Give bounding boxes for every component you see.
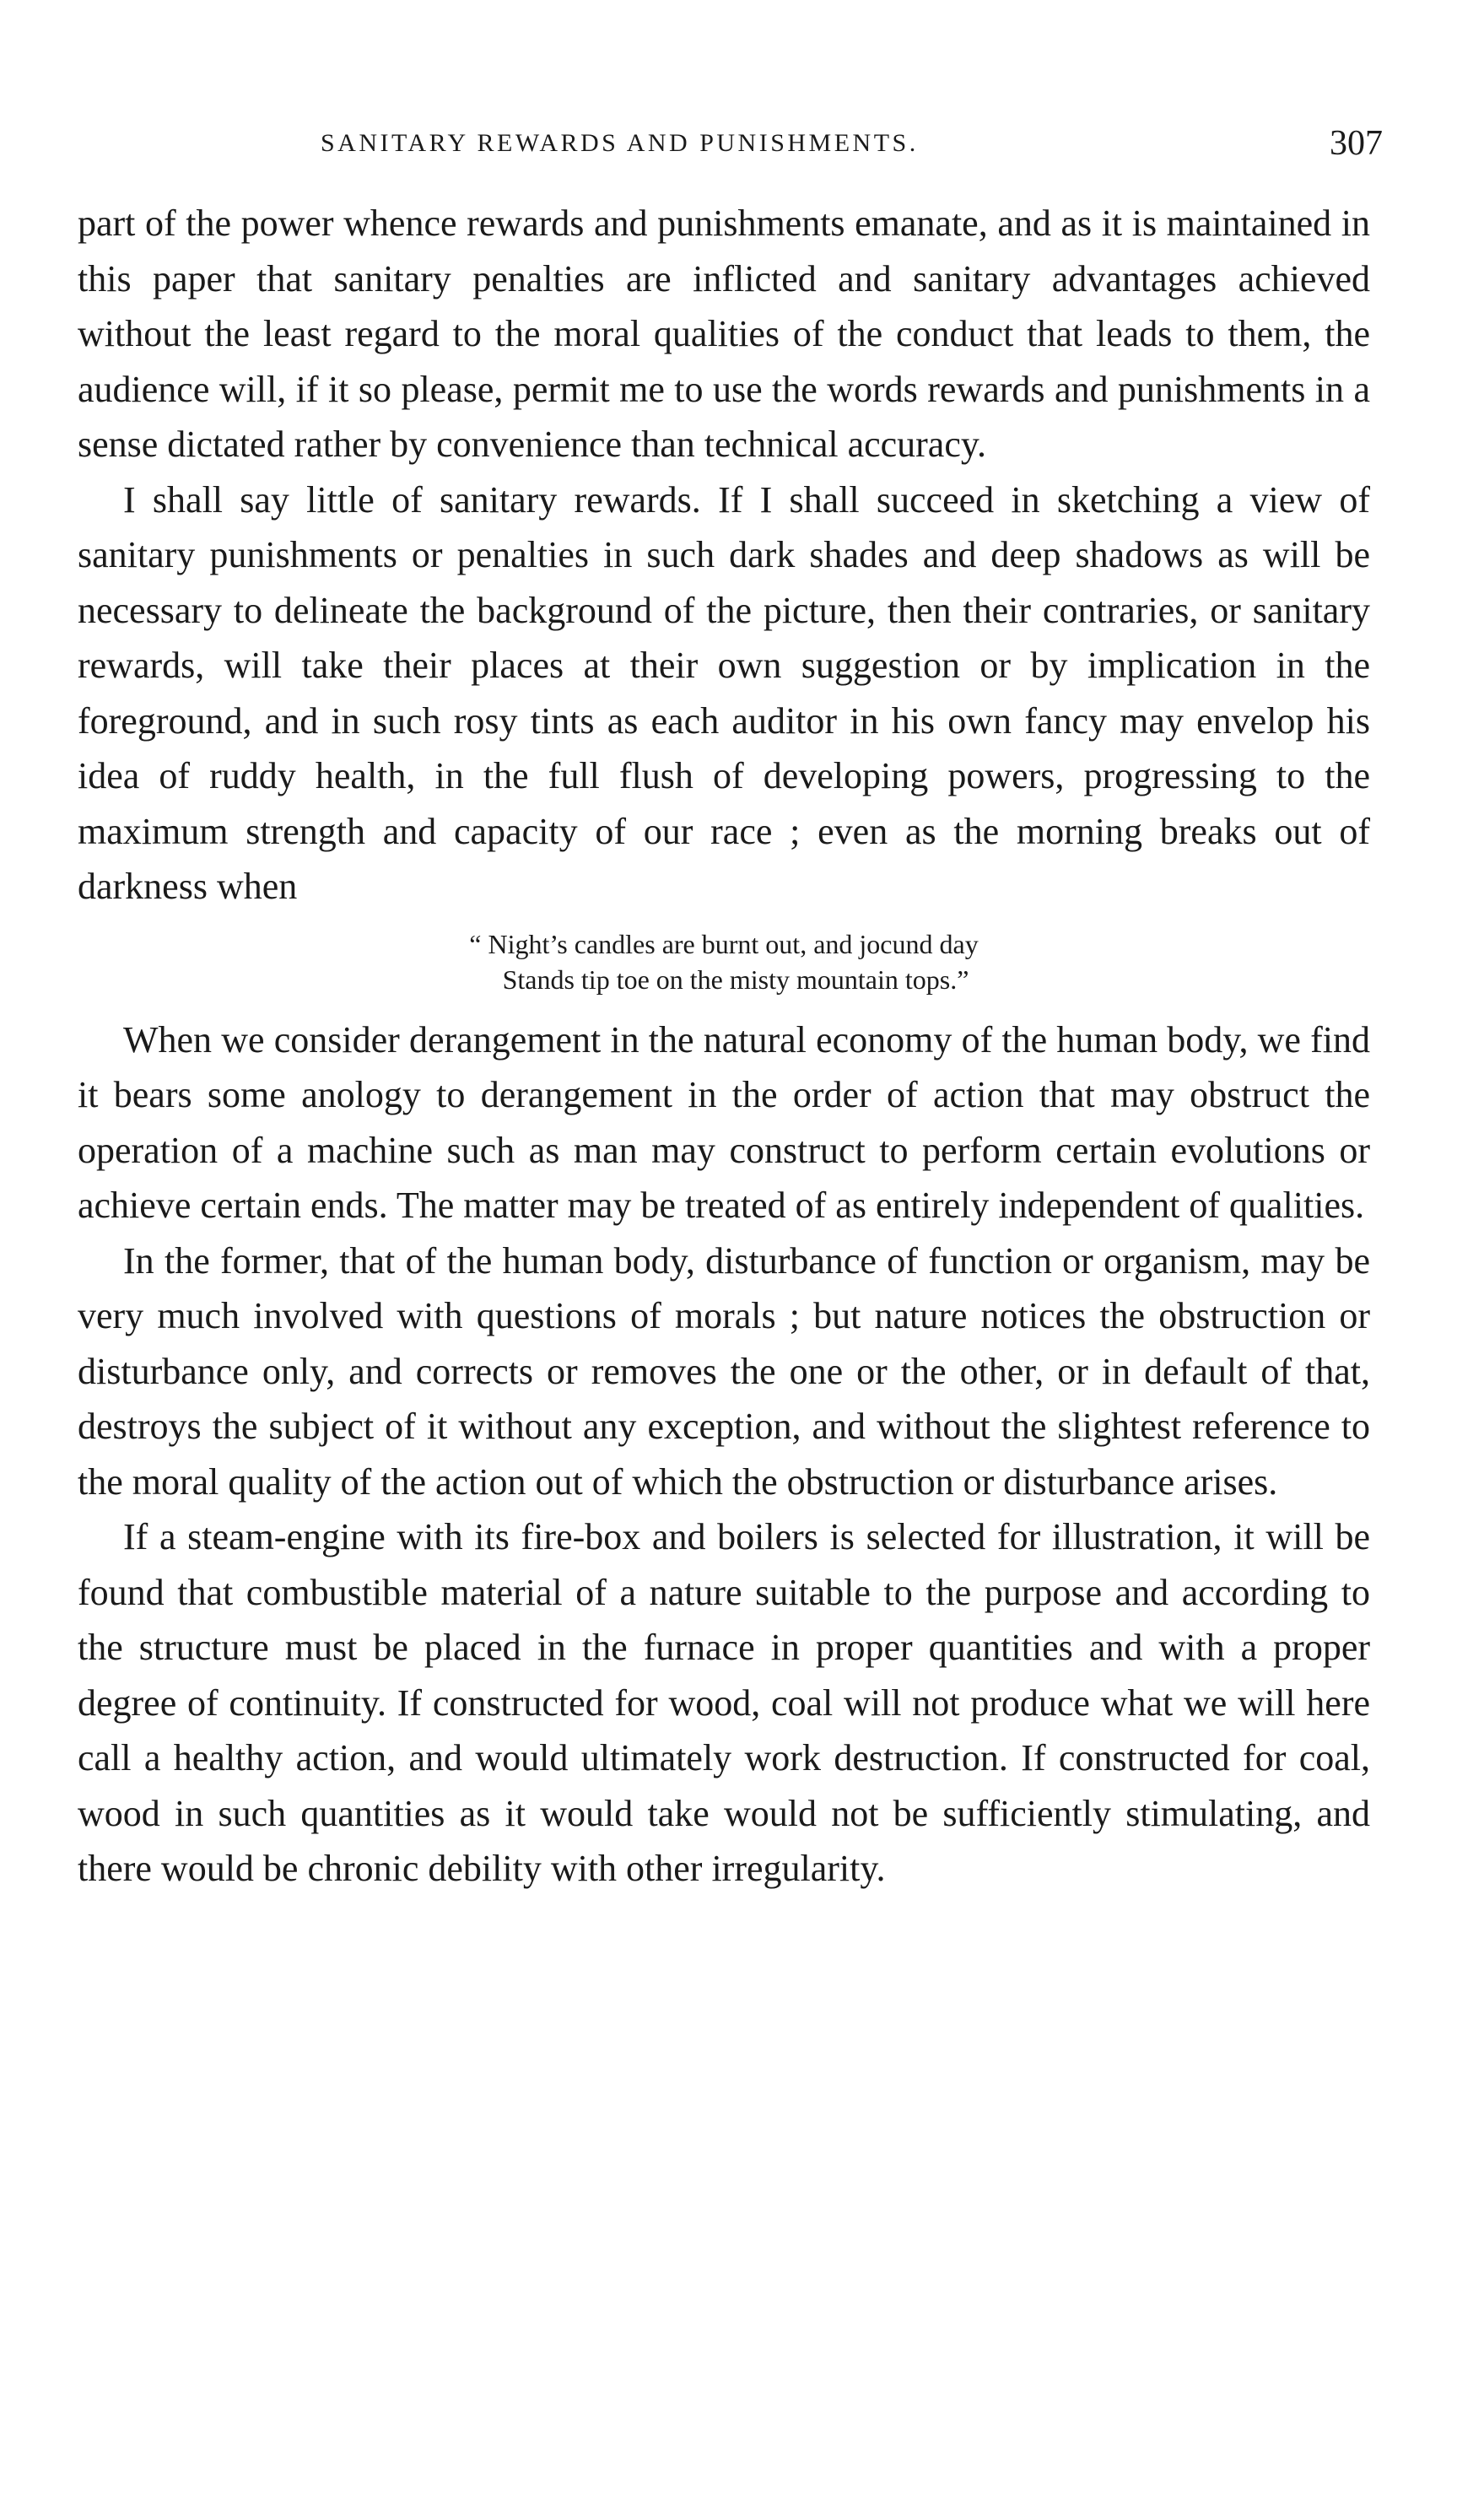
- verse-quotation: [78, 926, 1370, 997]
- paragraph-derangement: When we consider derangement in the natural economy of the human body, we find it bears some anology to derangement in the order of action that may obstruct the operation of a machine such as man may construct to perform certain evolutions or achieve certain ends. The matter may be treated of as entirely independent of qualities.: [78, 1018, 1370, 1226]
- paragraph-continuation: part of the power whence rewards and punishments emanate, and as it is maintained in this paper that sanitary penalties are inflicted and sanitary advantages achieved without the least regard to the moral qualities of the conduct that leads to them, the audience will, if it so please, permit me to use the words rewards and punishments in a sense dictated rather by convenience than technical accuracy.: [78, 202, 1370, 465]
- running-title: SANITARY REWARDS AND PUNISHMENTS.: [321, 129, 919, 157]
- paragraph-sanitary-rewards: I shall say little of sanitary rewards. If I shall succeed in sketching a view of sanitary punishments or penalties in such dark shades and deep shadows as will be necessary to delineate the background of the picture, then their contraries, or sanitary rewards, will take their places at their own suggestion or by implication in the foreground, and in such rosy tints as each auditor in his own fancy may envelop his idea of ruddy health, in the full flush of developing powers, progressing to the maximum strength and capacity of our race ; even as the morning breaks out of darkness when: [78, 478, 1370, 907]
- paragraph-steam-engine: If a steam-engine with its fire-box and boilers is selected for illustration, it will be found that combustible material of a nature suitable to the purpose and according to the structure must be placed in the furnace in proper quantities and with a proper degree of continuity. If constructed for wood, coal will not produce what we will here call a healthy action, and would ultimately work destruction. If constructed for coal, wood in such quantities as it would take would not be sufficiently stimulating, and there would be chronic debility with other irregularity.: [78, 1516, 1370, 1889]
- running-head: [0, 118, 1484, 169]
- verse-line-1: “ Night’s candles are burnt out, and jocund day: [469, 928, 979, 959]
- body-text: [78, 196, 1370, 1897]
- verse-line-2: Stands tip toe on the misty mountain tops.”: [502, 963, 969, 995]
- page-number: 307: [1330, 124, 1383, 163]
- paragraph-human-body: In the former, that of the human body, disturbance of function or organism, may be very much involved with questions of morals ; but nature notices the obstruction or disturbance only, and corrects or removes the one or the other, or in default of that, destroys the subject of it without any exception, and without the slightest reference to the moral quality of the action out of which the obstruction or disturbance arises.: [78, 1239, 1370, 1503]
